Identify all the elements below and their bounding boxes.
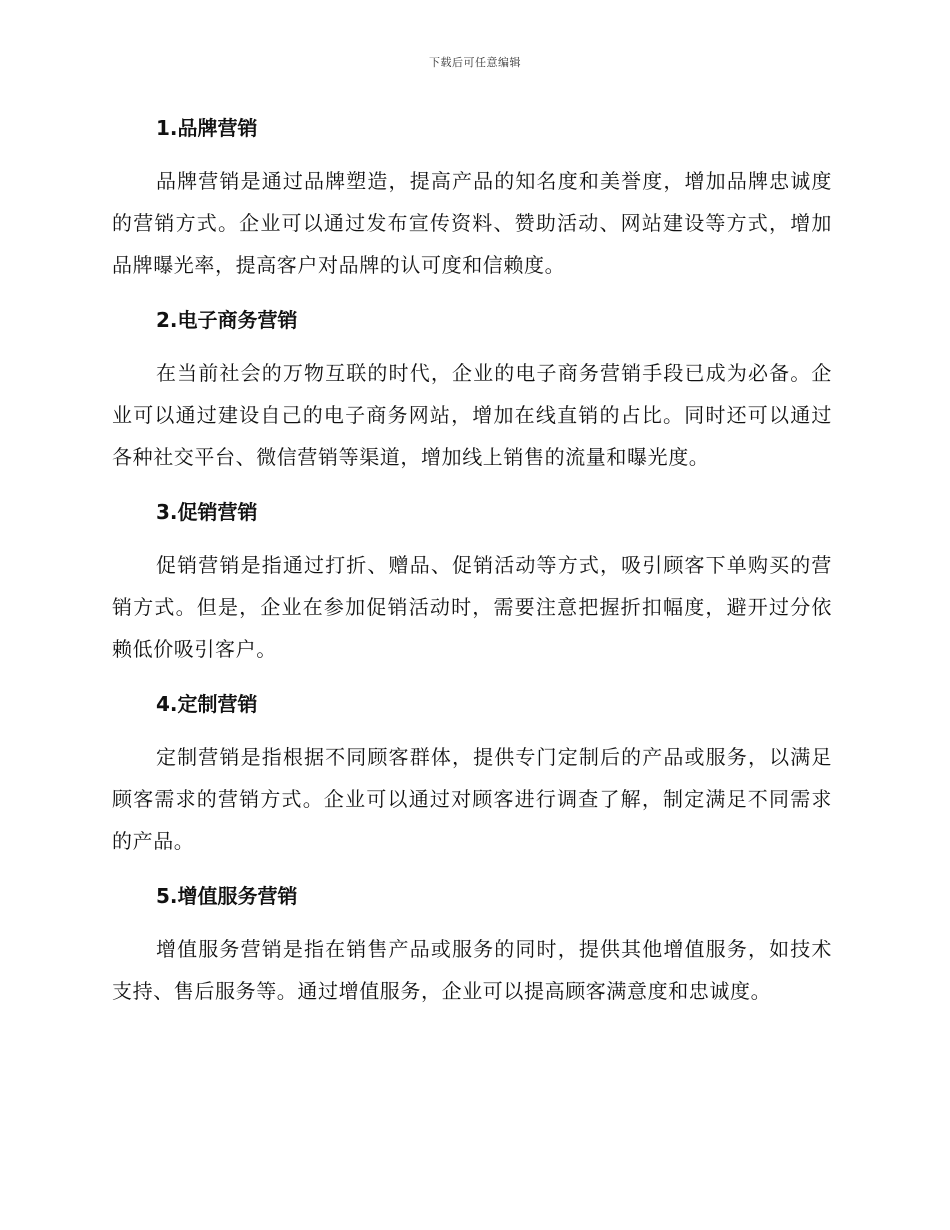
section-heading: 2.电子商务营销 (156, 308, 298, 332)
section-brand-marketing (112, 108, 832, 286)
section-paragraph: 品牌营销是通过品牌塑造，提高产品的知名度和美誉度，增加品牌忠诚度的营销方式。企业可以通过发布宣传资料、赞助活动、网站建设等方式，增加品牌曝光率，提高客户对品牌的认可度和信赖度。 (112, 169, 832, 277)
document-content (112, 108, 832, 1026)
page-header: 下载后可任意编辑 (429, 56, 521, 69)
section-ecommerce-marketing (112, 300, 832, 478)
section-heading: 4.定制营销 (156, 692, 258, 716)
section-paragraph: 促销营销是指通过打折、赠品、促销活动等方式，吸引顾客下单购买的营销方式。但是，企业在参加促销活动时，需要注意把握折扣幅度，避开过分依赖低价吸引客户。 (112, 553, 832, 661)
section-heading: 5.增值服务营销 (156, 884, 298, 908)
section-custom-marketing (112, 684, 832, 862)
section-paragraph: 定制营销是指根据不同顾客群体，提供专门定制后的产品或服务，以满足顾客需求的营销方式。企业可以通过对顾客进行调查了解，制定满足不同需求的产品。 (112, 745, 832, 853)
section-promotion-marketing (112, 492, 832, 670)
section-value-added-service-marketing (112, 876, 832, 1012)
section-heading: 3.促销营销 (156, 500, 258, 524)
section-heading: 1.品牌营销 (156, 116, 258, 140)
section-paragraph: 增值服务营销是指在销售产品或服务的同时，提供其他增值服务，如技术支持、售后服务等。通过增值服务，企业可以提高顾客满意度和忠诚度。 (112, 937, 832, 1003)
section-paragraph: 在当前社会的万物互联的时代，企业的电子商务营销手段已成为必备。企业可以通过建设自己的电子商务网站，增加在线直销的占比。同时还可以通过各种社交平台、微信营销等渠道，增加线上销售的流量和曝光度。 (112, 361, 832, 469)
